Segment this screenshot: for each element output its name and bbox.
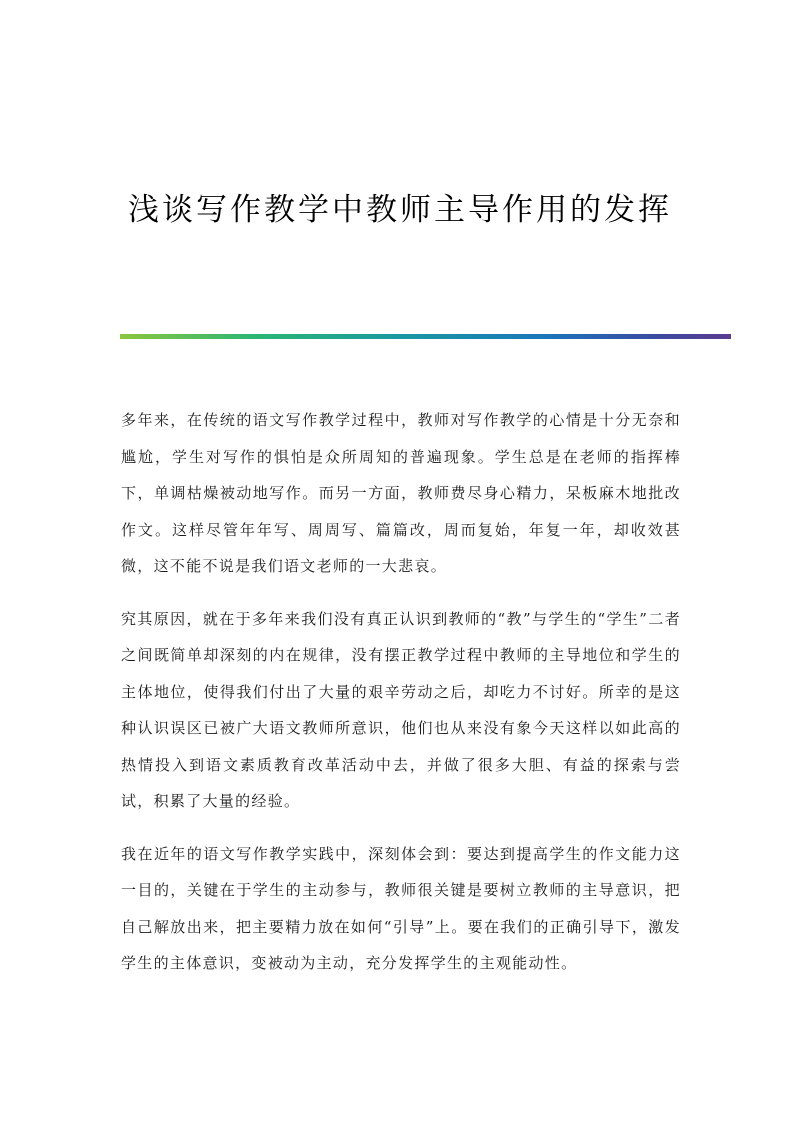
paragraph-3: 我在近年的语文写作教学实践中，深刻体会到：要达到提高学生的作文能力这一目的，关键在于学生的主动参与，教师很关键是要树立教师的主导意识，把自己解放出来，把主要精力放在如何“引导”上。要在我们的正确引导下，激发学生的主体意识，变被动为主动，充分发挥学生的主观能动性。 bbox=[121, 844, 681, 972]
gradient-divider bbox=[120, 334, 731, 339]
paragraph-2: 究其原因，就在于多年来我们没有真正认识到教师的“教”与学生的“学生”二者之间既简单却深刻的内在规律，没有摆正教学过程中教师的主导地位和学生的主体地位，使得我们付出了大量的艰辛劳动之后，却吃力不讨好。所幸的是这种认识误区已被广大语文教师所意识，他们也从来没有象今天这样以如此高的热情投入到语文素质教育改革活动中去，并做了很多大胆、有益的探索与尝试，积累了大量的经验。 bbox=[121, 609, 681, 810]
document-body bbox=[121, 402, 681, 998]
paragraph-1: 多年来，在传统的语文写作教学过程中，教师对写作教学的心情是十分无奈和尴尬，学生对写作的惧怕是众所周知的普遍现象。学生总是在老师的指挥棒下，单调枯燥被动地写作。而另一方面，教师费尽身心精力，呆板麻木地批改作文。这样尽管年年写、周周写、篇篇改，周而复始，年复一年，却收效甚微，这不能不说是我们语文老师的一大悲哀。 bbox=[121, 411, 681, 575]
document-title: 浅谈写作教学中教师主导作用的发挥 bbox=[128, 192, 672, 228]
